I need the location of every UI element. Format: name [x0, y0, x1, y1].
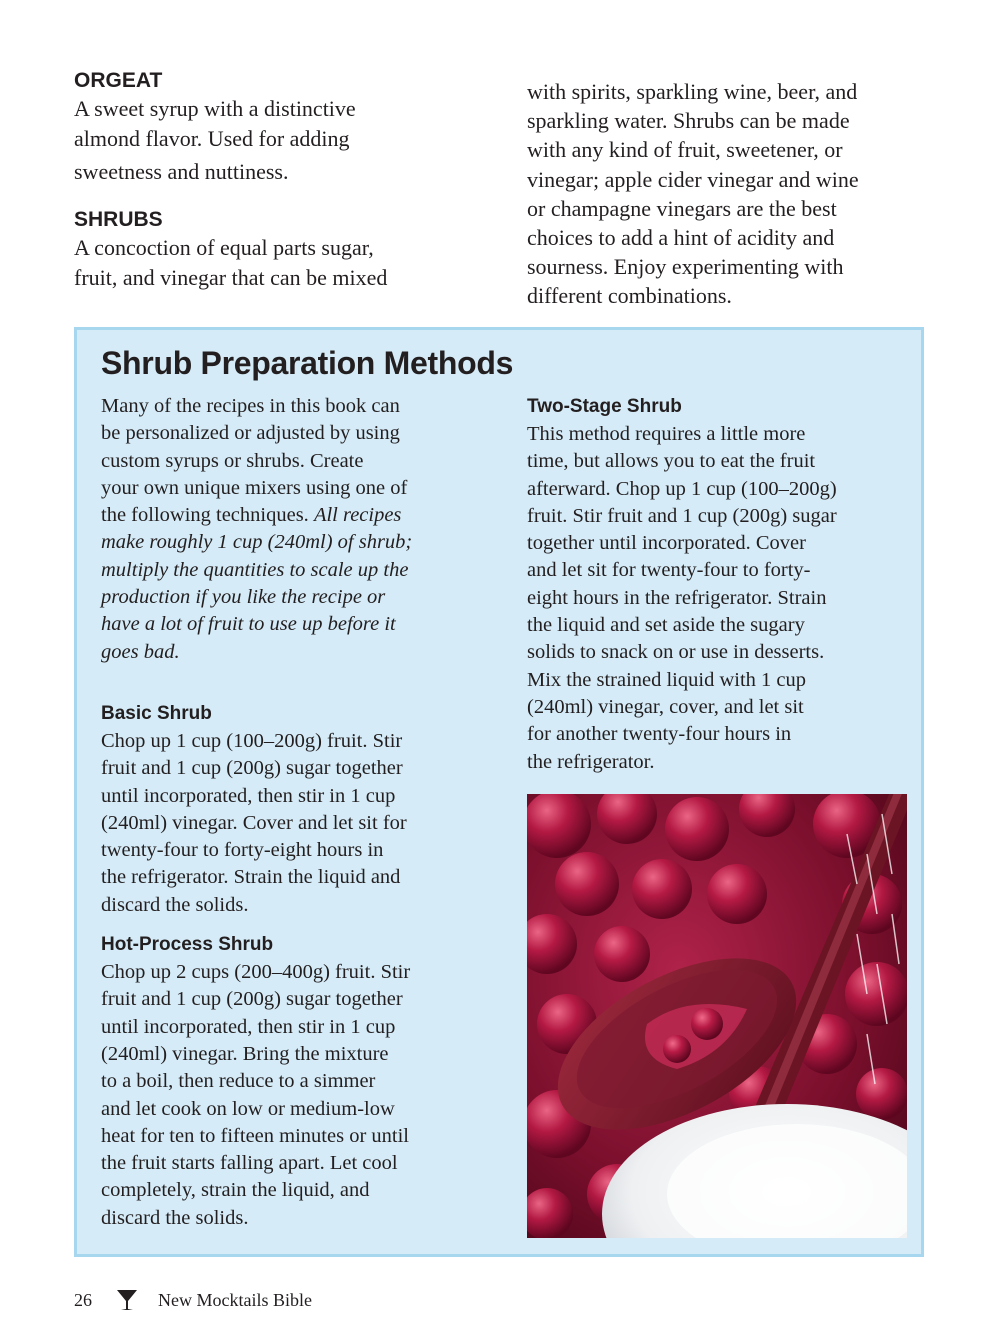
hot-process-line: discard the solids. — [101, 1206, 249, 1229]
cherry-shrub-photo — [527, 794, 907, 1238]
two-stage-line: for another twenty-four hours in — [527, 723, 792, 746]
definition-orgeat-line: sweetness and nuttiness. — [74, 159, 289, 184]
two-stage-line: solids to snack on or use in desserts. — [527, 641, 825, 664]
two-stage-line: fruit. Stir fruit and 1 cup (200g) sugar — [527, 504, 837, 527]
page-footer — [74, 1287, 312, 1313]
two-stage-line: the liquid and set aside the sugary — [527, 614, 805, 637]
basic-shrub-heading: Basic Shrub — [101, 702, 212, 724]
two-stage-line: together until incorporated. Cover — [527, 532, 806, 555]
intro-italic-text: All recipes — [313, 504, 402, 527]
hot-process-line: completely, strain the liquid, and — [101, 1179, 370, 1202]
basic-shrub-line: the refrigerator. Strain the liquid and — [101, 866, 401, 889]
hot-process-line: to a boil, then reduce to a simmer — [101, 1070, 376, 1093]
intro-italic-line: goes bad. — [101, 640, 180, 663]
definition-shrubs-line: A concoction of equal parts sugar, — [74, 235, 374, 260]
two-stage-shrub-heading: Two-Stage Shrub — [527, 396, 682, 417]
definition-orgeat-line: almond flavor. Used for adding — [74, 126, 350, 151]
term-orgeat: ORGEAT — [74, 69, 163, 92]
two-stage-line: eight hours in the refrigerator. Strain — [527, 586, 827, 609]
hot-process-line: (240ml) vinegar. Bring the mixture — [101, 1042, 389, 1065]
two-stage-line: (240ml) vinegar, cover, and let sit — [527, 695, 804, 718]
definition-shrubs-continued-line: with any kind of fruit, sweetener, or — [527, 137, 843, 163]
hot-process-line: heat for ten to fifteen minutes or until — [101, 1124, 409, 1147]
basic-shrub-line: Chop up 1 cup (100–200g) fruit. Stir — [101, 729, 403, 752]
intro-italic-line: have a lot of fruit to use up before it — [101, 613, 396, 636]
basic-shrub-line: (240ml) vinegar. Cover and let sit for — [101, 811, 407, 834]
definition-orgeat-line: A sweet syrup with a distinctive — [74, 96, 356, 121]
intro-line: your own unique mixers using one of — [101, 476, 408, 499]
two-stage-line: Mix the strained liquid with 1 cup — [527, 668, 806, 691]
hot-process-line: fruit and 1 cup (200g) sugar together — [101, 988, 403, 1011]
intro-italic-line: multiply the quantities to scale up the — [101, 558, 409, 581]
two-stage-line: afterward. Chop up 1 cup (100–200g) — [527, 477, 837, 500]
intro-line: custom syrups or shrubs. Create — [101, 449, 364, 472]
shrub-methods-sidebar — [74, 327, 924, 1257]
intro-italic-line: make roughly 1 cup (240ml) of shrub; — [101, 531, 413, 554]
glossary-right-column — [527, 77, 927, 311]
definition-shrubs-continued-line: sparkling water. Shrubs can be made — [527, 108, 850, 134]
basic-shrub-line: fruit and 1 cup (200g) sugar together — [101, 757, 403, 780]
term-shrubs: SHRUBS — [74, 208, 163, 231]
two-stage-line: This method requires a little more — [527, 423, 806, 445]
intro-line: be personalized or adjusted by using — [101, 422, 400, 445]
intro-line-mixed — [101, 502, 481, 529]
definition-shrubs-line: fruit, and vinegar that can be mixed — [74, 265, 388, 290]
intro-line: Many of the recipes in this book can — [101, 395, 400, 417]
definition-shrubs-continued-line: or champagne vinegars are the best — [527, 195, 837, 221]
glossary-left-column — [74, 68, 484, 293]
two-stage-line: the refrigerator. — [527, 750, 655, 773]
intro-plain-text: the following techniques. — [101, 504, 314, 527]
definition-shrubs-continued-line: sourness. Enjoy experimenting with — [527, 254, 844, 280]
definition-shrubs-continued-line: with spirits, sparkling wine, beer, and — [527, 79, 858, 104]
hot-process-line: and let cook on low or medium-low — [101, 1097, 395, 1120]
page-number: 26 — [74, 1289, 92, 1310]
sidebar-right-column — [527, 393, 907, 776]
definition-shrubs-continued-line: vinegar; apple cider vinegar and wine — [527, 166, 859, 192]
definition-shrubs-continued-line: different combinations. — [527, 283, 732, 309]
two-stage-line: and let sit for twenty-four to forty- — [527, 559, 811, 582]
hot-process-shrub-heading: Hot-Process Shrub — [101, 934, 274, 956]
hot-process-line: the fruit starts falling apart. Let cool — [101, 1152, 398, 1175]
sidebar-left-column — [101, 393, 481, 1232]
hot-process-line: Chop up 2 cups (200–400g) fruit. Stir — [101, 961, 411, 984]
hot-process-line: until incorporated, then stir in 1 cup — [101, 1015, 396, 1038]
cocktail-glass-icon — [114, 1287, 140, 1313]
two-stage-line: time, but allows you to eat the fruit — [527, 450, 816, 473]
basic-shrub-line: twenty-four to forty-eight hours in — [101, 839, 384, 862]
definition-shrubs-continued-line: choices to add a hint of acidity and — [527, 225, 835, 251]
basic-shrub-line: until incorporated, then stir in 1 cup — [101, 784, 396, 807]
basic-shrub-line: discard the solids. — [101, 893, 249, 916]
sidebar-title: Shrub Preparation Methods — [101, 345, 514, 381]
book-title: New Mocktails Bible — [158, 1289, 312, 1310]
intro-italic-line: production if you like the recipe or — [101, 586, 386, 609]
